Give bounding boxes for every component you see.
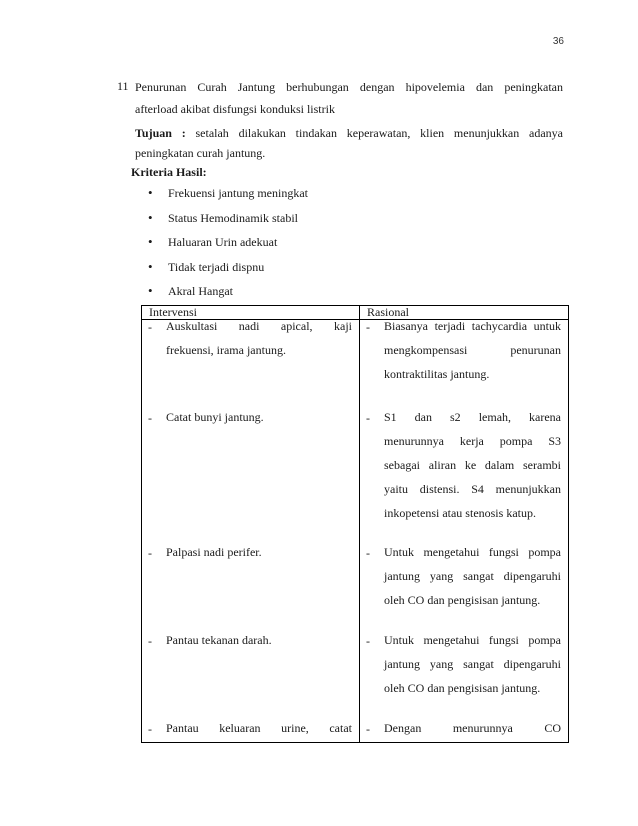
- table-row: [142, 405, 569, 546]
- cell-line: Untuk mengetahui fungsi pompa: [384, 545, 561, 559]
- intervensi-cell: [142, 722, 360, 743]
- tujuan-line-1: [135, 125, 563, 141]
- dash: -: [366, 634, 370, 648]
- kriteria-item: • Tidak terjadi dispnu: [148, 260, 308, 285]
- cell-line: oleh CO dan pengisisan jantung.: [384, 593, 541, 607]
- dash: -: [366, 411, 370, 425]
- cell-line: Pantau tekanan darah.: [166, 633, 272, 647]
- item-number: 11: [117, 79, 129, 93]
- table-row: [142, 320, 569, 406]
- rasional-cell: [360, 634, 569, 722]
- cell-line: inkopetensi atau stenosis katup.: [384, 506, 536, 520]
- intervensi-cell: [142, 320, 360, 406]
- cell-line: Dengan menurunnya CO: [384, 721, 561, 735]
- rasional-cell: [360, 405, 569, 546]
- dash: -: [148, 411, 152, 425]
- kriteria-item: • Akral Hangat: [148, 284, 308, 309]
- cell-line: Untuk mengetahui fungsi pompa: [384, 633, 561, 647]
- intervensi-cell: [142, 634, 360, 722]
- cell-line: frekuensi, irama jantung.: [166, 343, 286, 357]
- dash: -: [148, 546, 152, 560]
- diagnosis-line-2: afterload akibat disfungsi konduksi listrik: [135, 102, 335, 116]
- rasional-cell: [360, 320, 569, 406]
- cell-line: jantung yang sangat dipengaruhi: [384, 657, 561, 671]
- cell-line: menurunnya kerja pompa S3: [384, 434, 561, 448]
- dash: -: [366, 722, 370, 736]
- kriteria-item: • Haluaran Urin adekuat: [148, 235, 308, 260]
- page-number: 36: [552, 36, 564, 47]
- tujuan-text-1: setalah dilakukan tindakan keperawatan, klien menunjukkan adanya: [195, 126, 564, 140]
- cell-line: jantung yang sangat dipengaruhi: [384, 569, 561, 583]
- cell-line: Biasanya terjadi tachycardia untuk: [384, 319, 561, 333]
- rasional-cell: [360, 546, 569, 634]
- cell-line: S1 dan s2 lemah, karena: [384, 410, 561, 424]
- cell-line: oleh CO dan pengisisan jantung.: [384, 681, 541, 695]
- dash: -: [148, 634, 152, 648]
- tujuan-label: Tujuan :: [135, 126, 186, 140]
- cell-line: Palpasi nadi perifer.: [166, 545, 262, 559]
- cell-line: Catat bunyi jantung.: [166, 410, 264, 424]
- dash: -: [366, 546, 370, 560]
- intervensi-cell: [142, 405, 360, 546]
- cell-line: Pantau keluaran urine, catat: [166, 721, 352, 735]
- cell-line: Auskultasi nadi apical, kaji: [166, 319, 352, 333]
- header-rasional: Rasional: [360, 306, 569, 320]
- dash: -: [148, 320, 152, 334]
- kriteria-item: • Status Hemodinamik stabil: [148, 211, 308, 236]
- rasional-cell: [360, 722, 569, 743]
- intervention-table: [141, 305, 569, 743]
- intervensi-cell: [142, 546, 360, 634]
- diagnosis-line-1: Penurunan Curah Jantung berhubungan dengan hipovelemia dan peningkatan: [135, 80, 563, 94]
- kriteria-label: Kriteria Hasil:: [131, 165, 207, 179]
- header-intervensi: Intervensi: [142, 306, 360, 320]
- table-row: [142, 546, 569, 634]
- kriteria-item: • Frekuensi jantung meningkat: [148, 186, 308, 211]
- table-row: [142, 634, 569, 722]
- kriteria-list: [148, 186, 308, 309]
- cell-line: mengkompensasi penurunan: [384, 343, 561, 357]
- cell-line: yaitu distensi. S4 menunjukkan: [384, 482, 561, 496]
- dash: -: [366, 320, 370, 334]
- table-row: [142, 722, 569, 743]
- cell-line: kontraktilitas jantung.: [384, 367, 490, 381]
- cell-line: sebagai aliran ke dalam serambi: [384, 458, 561, 472]
- tujuan-line-2: peningkatan curah jantung.: [135, 146, 266, 160]
- dash: -: [148, 722, 152, 736]
